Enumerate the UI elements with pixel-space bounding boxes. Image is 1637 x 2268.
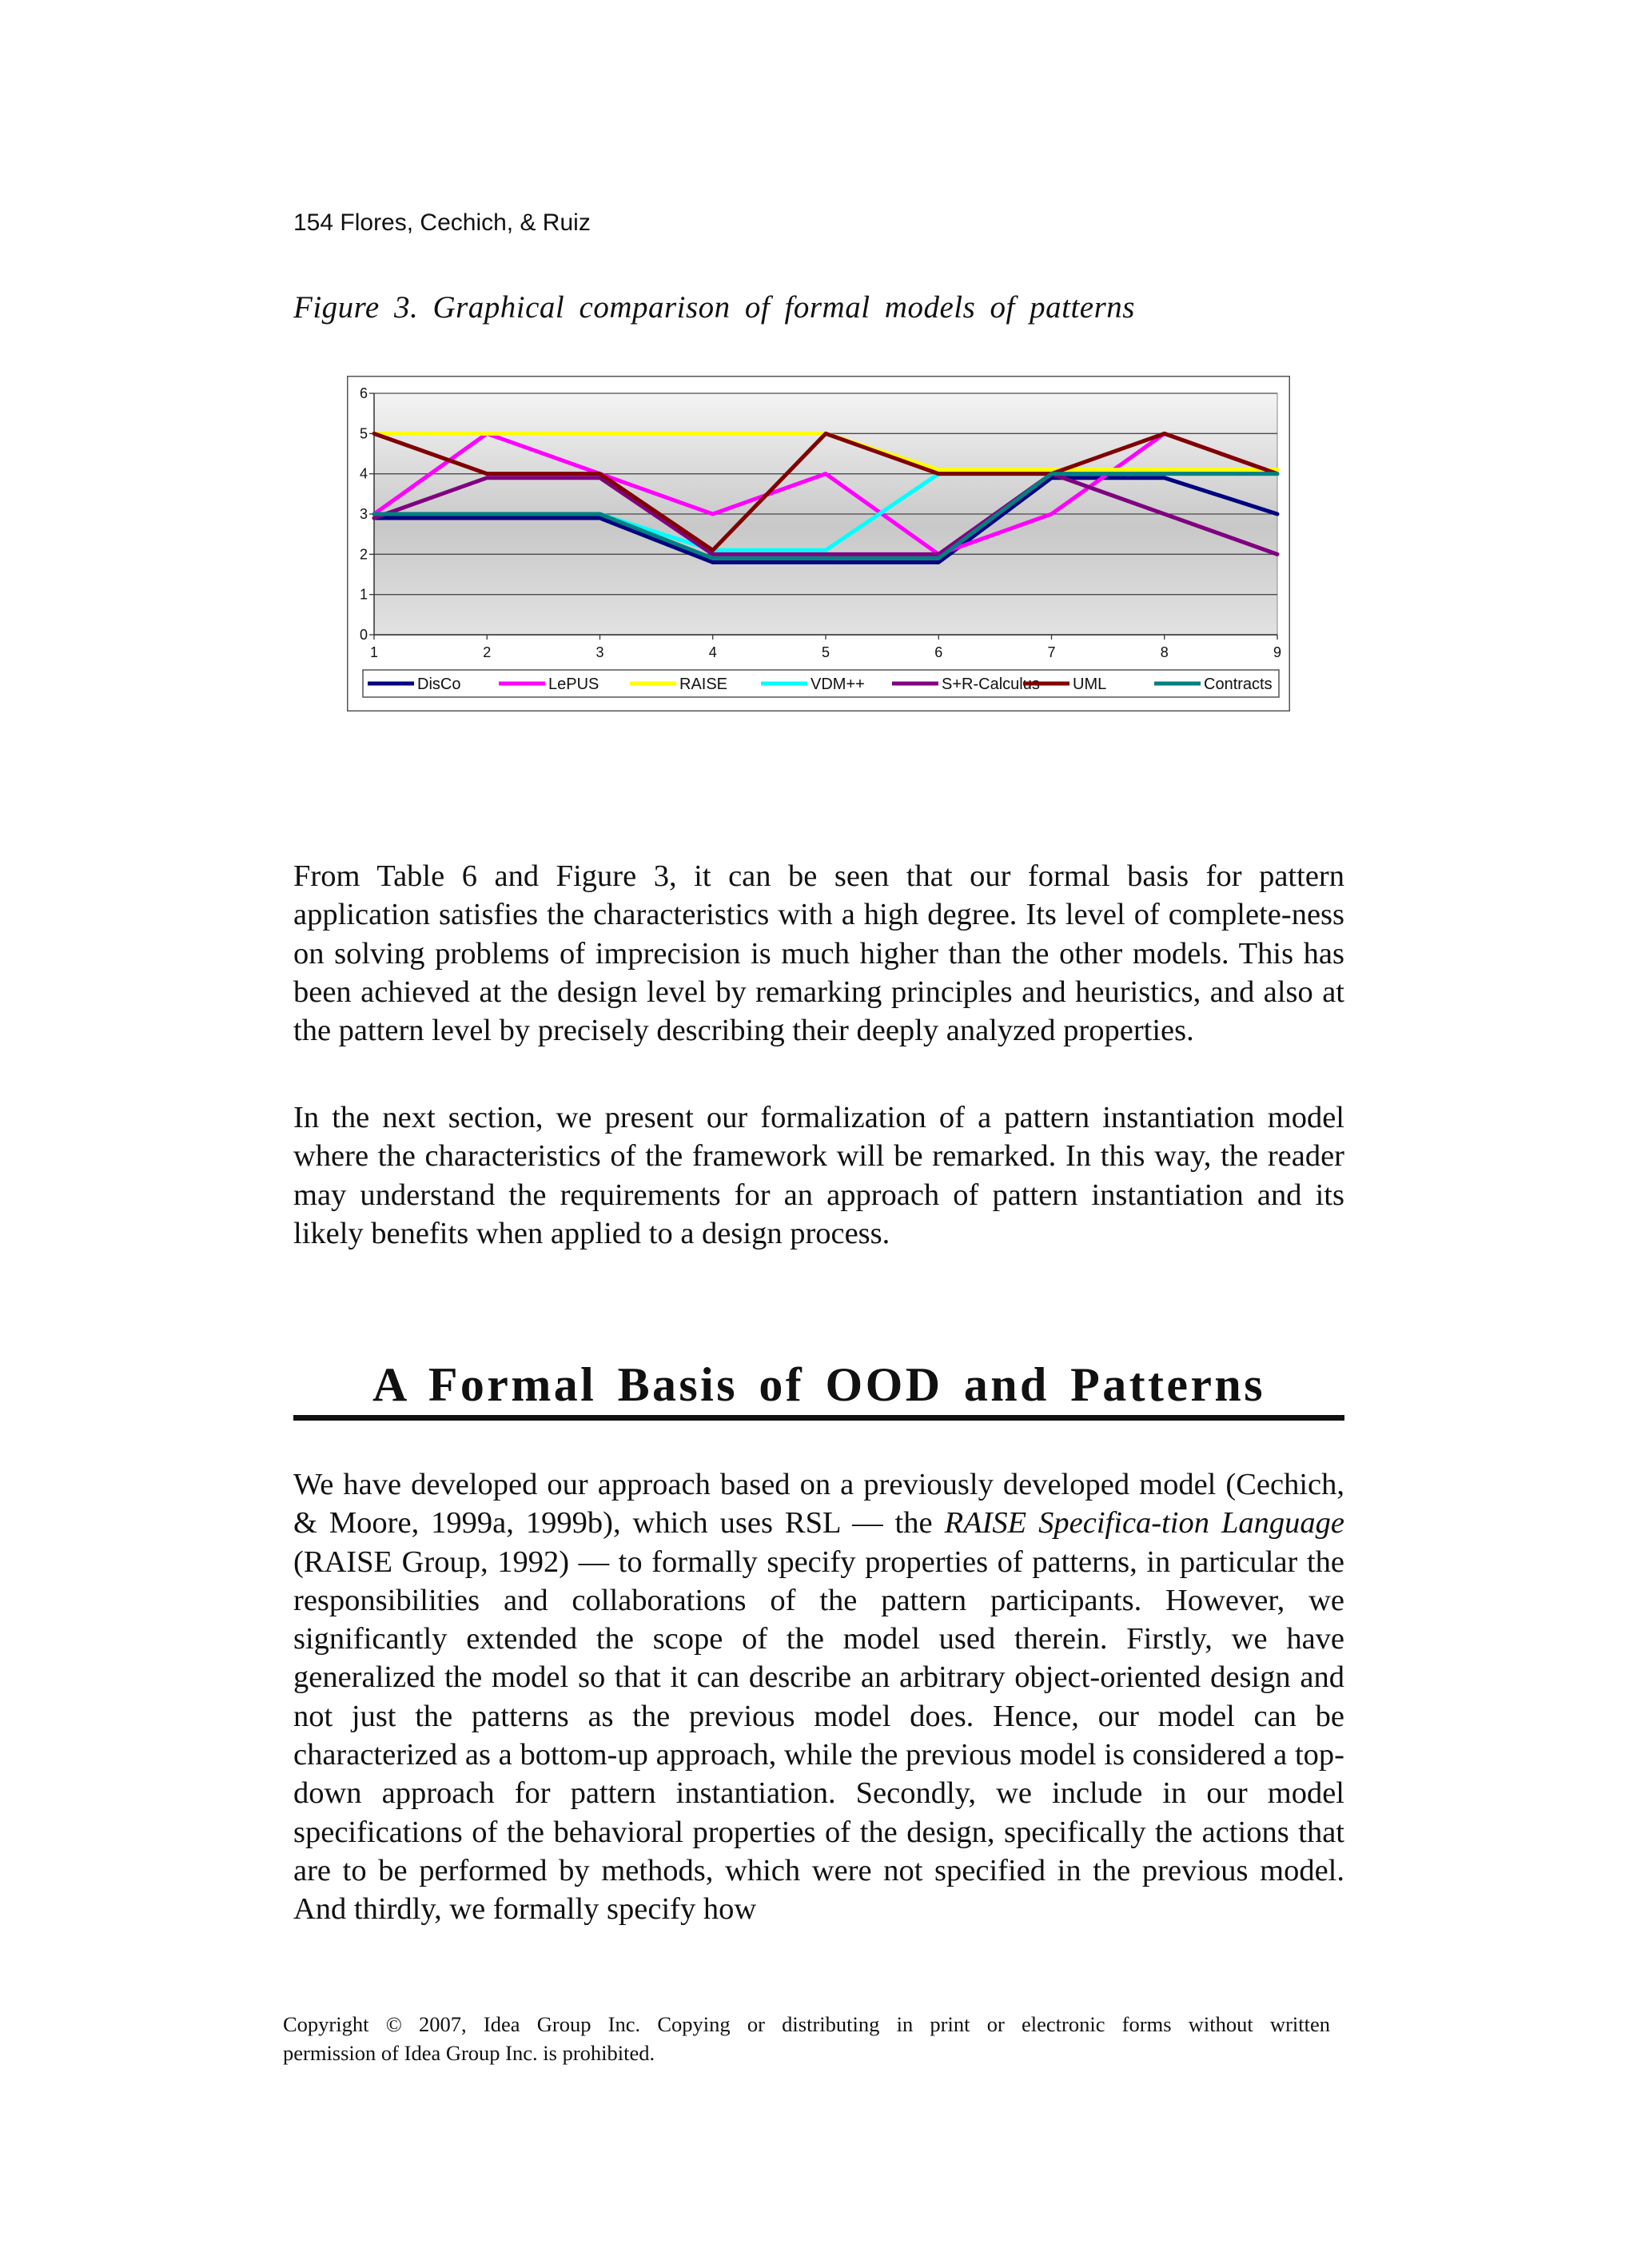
x-tick-label: 9 — [1273, 644, 1282, 660]
x-tick-label: 3 — [595, 644, 604, 660]
copyright-line-2: permission of Idea Group Inc. is prohibited. — [283, 2041, 655, 2065]
legend-label: RAISE — [679, 676, 728, 693]
legend-label: DisCo — [417, 676, 461, 693]
x-tick-label: 2 — [483, 644, 492, 660]
x-tick-label: 8 — [1160, 644, 1169, 660]
line-chart — [347, 376, 1290, 711]
x-tick-label: 5 — [821, 644, 830, 660]
figure-caption: Figure 3. Graphical comparison of formal models of patterns — [293, 290, 1135, 325]
x-tick-label: 7 — [1047, 644, 1056, 660]
paragraph-2-text: In the next section, we present our formalization of a pattern instantiation model where the characteristics of the framework will be remarked. In this way, the reader may understand the requirements for an approach of pattern instantiation and its likely benefits when applied to a design process. — [293, 1101, 1344, 1250]
x-tick-label: 1 — [369, 644, 379, 660]
paragraph-3 — [293, 1465, 1344, 1929]
paragraph-1-text: From Table 6 and Figure 3, it can be seen that our formal basis for pattern application satisfies the characteristics with a high degree. Its level of complete-ness on solving problems of imprecision is much higher than the other models. This has been achieved at the design level by remarking principles and heuristics, and also at the pattern level by precisely describing their deeply analyzed properties. — [293, 859, 1344, 1048]
paragraph-2 — [293, 1098, 1344, 1253]
section-rule — [293, 1415, 1344, 1421]
legend-label: UML — [1073, 676, 1107, 693]
y-tick-label: 2 — [359, 546, 368, 563]
x-tick-label: 6 — [934, 644, 943, 660]
paragraph-3-text — [293, 1465, 1344, 1929]
legend-label: VDM++ — [811, 676, 865, 693]
x-tick-label: 4 — [708, 644, 717, 660]
paragraph-3-part-1: We have developed our approach based on a previously developed model (Cechich, & Moore, 1999a, 1999b), which uses RSL — the — [293, 1468, 1344, 1541]
y-tick-label: 4 — [359, 465, 368, 482]
paragraph-3-part-2: (RAISE Group, 1992) — to formally specify properties of patterns, in particular the responsibilities and collaborations of the pattern participants. However, we significantly extended the scope of the model used therein. Firstly, we have generalized the model so that it can describe an arbitrary object-oriented design and not just the patterns as the previous model does. Hence, our model can be characterized as a bottom-up approach, while the previous model is considered a top-down approach for pattern instantiation. Secondly, we include in our model specifications of the behavioral properties of the design, specifically the actions that are to be performed by methods, which were not specified in the previous model. And thirdly, we formally specify how — [293, 1545, 1344, 1927]
copyright-line-1: Copyright © 2007, Idea Group Inc. Copying or distributing in print or electronic forms without written — [283, 2012, 1330, 2036]
running-head: 154 Flores, Cechich, & Ruiz — [293, 209, 591, 236]
y-tick-label: 1 — [359, 586, 368, 603]
section-heading: A Formal Basis of OOD and Patterns — [372, 1358, 1265, 1411]
copyright-notice — [283, 2010, 1330, 2067]
legend-label: Contracts — [1204, 676, 1273, 693]
y-tick-label: 3 — [359, 506, 368, 522]
chart-svg — [347, 376, 1290, 711]
y-tick-label: 0 — [359, 627, 368, 643]
y-tick-label: 6 — [359, 385, 368, 401]
legend-label: LePUS — [548, 676, 599, 693]
paragraph-1 — [293, 857, 1344, 1050]
paragraph-3-italic: RAISE Specifica-tion Language — [944, 1506, 1344, 1541]
legend-label: S+R-Calculus — [942, 676, 1040, 693]
y-tick-label: 5 — [359, 425, 368, 442]
